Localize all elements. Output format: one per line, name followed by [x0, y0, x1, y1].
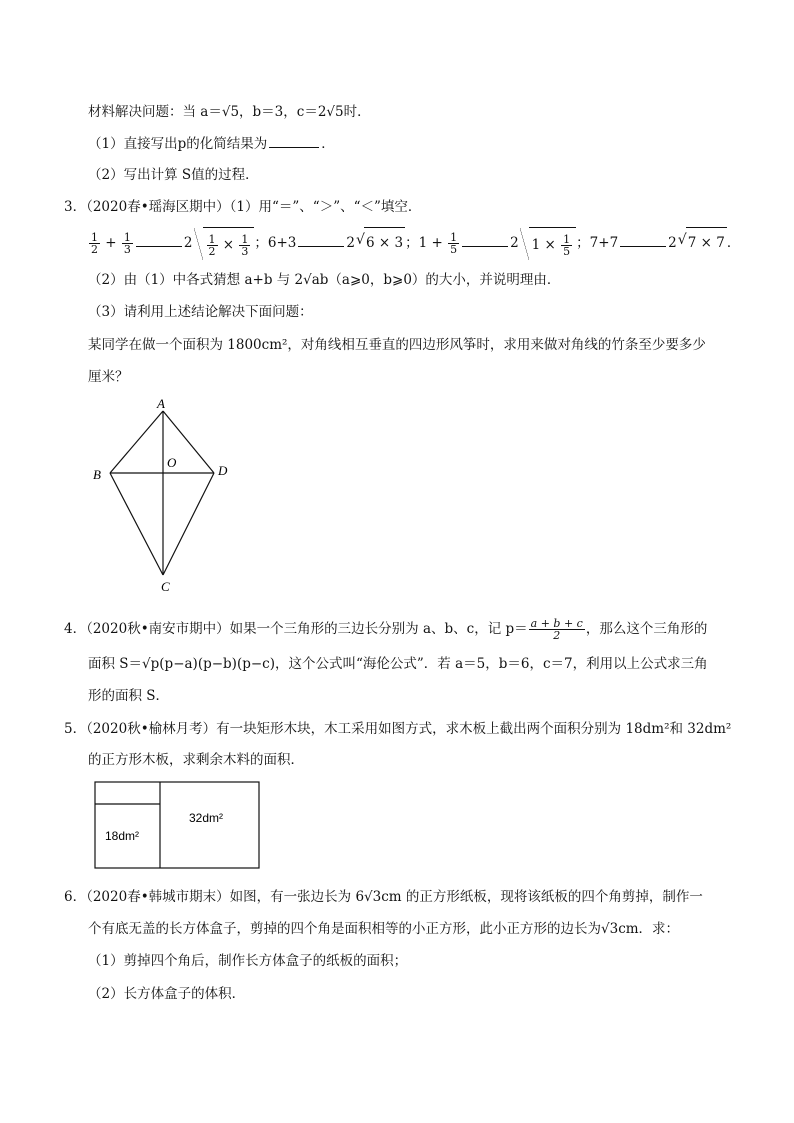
problem-3-heading: 3．（2020春•瑶海区期中）（1）用“＝”、“＞”、“＜”填空．	[64, 199, 422, 215]
kite-edge-dc	[163, 473, 214, 575]
question-p-end: ．	[321, 136, 335, 152]
fraction-p: $\frac{a + b + c}{2}$	[530, 617, 583, 642]
problem-3-body-line-2: 厘米？	[88, 369, 129, 385]
kite-edge-bc	[110, 473, 163, 575]
board-diagram	[94, 781, 262, 871]
sqrt-expression: √ 6 × 3	[364, 227, 405, 258]
large-square-label: 32dm²	[189, 811, 224, 825]
problem-3-expression-row: $\frac{1}{2}$ + $\frac{1}{3}$ 2 $\frac{1}{2}$ × $\frac{1}{3}$ ；6+3 2√ 6 × 3 ；1 + $\frac{1}{5}$ 2 1 × $\frac{1}{5}$ ；7+7 2√ 7 × 7 ．	[88, 227, 740, 260]
problem-3-body-line-1: 某同学在做一个面积为 1800cm²，对角线相互垂直的四边形风筝时，求用来做对角线的竹条至少要多少	[88, 337, 706, 353]
kite-label-c: C	[161, 579, 170, 594]
kite-diagram	[85, 395, 245, 600]
kite-label-o: O	[167, 455, 177, 470]
problem-4-line-2: 面积 S＝√p(p−a)(p−b)(p−c)，这个公式叫“海伦公式”．若 a＝5，b＝6，c＝7，利用以上公式求三角	[88, 656, 708, 672]
problem-3-question-2: （2）由（1）中各式猜想 a+b 与 2√ab（a⩾0，b⩾0）的大小，并说明理由．	[88, 272, 561, 288]
question-p-simplify	[88, 135, 335, 153]
fraction: $\frac{1}{2}$	[91, 231, 98, 256]
kite-label-d: D	[218, 463, 228, 478]
answer-blank[interactable]	[298, 234, 344, 247]
sqrt-expression: $\frac{1}{2}$ × $\frac{1}{3}$	[203, 227, 255, 260]
problem-6-line-2: 个有底无盖的长方体盒子，剪掉的四个角是面积相等的小正方形，此小正方形的边长为√3cm．求：	[88, 921, 680, 937]
fraction: $\frac{1}{3}$	[123, 231, 131, 256]
question-p-text: （1）直接写出p的化简结果为	[88, 136, 268, 152]
small-square-label: 18dm²	[105, 829, 140, 843]
problem-6-line-1: 6．（2020春•韩城市期末）如图，有一张边长为 6√3cm 的正方形纸板，现将该纸板的四个角剪掉，制作一	[64, 889, 703, 905]
answer-blank[interactable]	[462, 234, 508, 247]
problem-5-line-1: 5．（2020秋•榆林月考）有一块矩形木块，木工采用如图方式，求木板上截出两个面积分别为 18dm²和 32dm²	[64, 721, 732, 737]
material-line: 材料解决问题：当 a＝√5，b＝3，c＝2√5时．	[88, 104, 371, 120]
kite-label-b: B	[93, 467, 101, 482]
sqrt-expression: √ 7 × 7	[686, 227, 727, 258]
answer-blank[interactable]	[620, 234, 666, 247]
kite-label-a: A	[157, 396, 165, 411]
problem-4-line-3: 形的面积 S．	[88, 688, 170, 704]
kite-edge-ab	[110, 411, 163, 473]
problem-3-question-3: （3）请利用上述结论解决下面问题：	[88, 304, 313, 320]
sqrt-expression: 1 × $\frac{1}{5}$	[529, 227, 577, 260]
problem-6-question-1: （1）剪掉四个角后，制作长方体盒子的纸板的面积；	[88, 953, 408, 969]
problem-4-line-1: 4．（2020秋•南安市期中）如果一个三角形的三边长分别为 a、b、c，记 p＝ $\frac{a + b + c}{2}$ ，那么这个三角形的	[64, 617, 708, 642]
fraction: $\frac{1}{5}$	[450, 231, 458, 256]
problem-6-question-2: （2）长方体盒子的体积．	[88, 986, 246, 1002]
problem-5-line-2: 的正方形木板，求剩余木料的面积．	[88, 752, 304, 768]
answer-blank[interactable]	[269, 135, 319, 148]
question-s-process: （2）写出计算 S值的过程．	[88, 167, 259, 183]
board-outline	[95, 782, 259, 868]
answer-blank[interactable]	[136, 234, 182, 247]
